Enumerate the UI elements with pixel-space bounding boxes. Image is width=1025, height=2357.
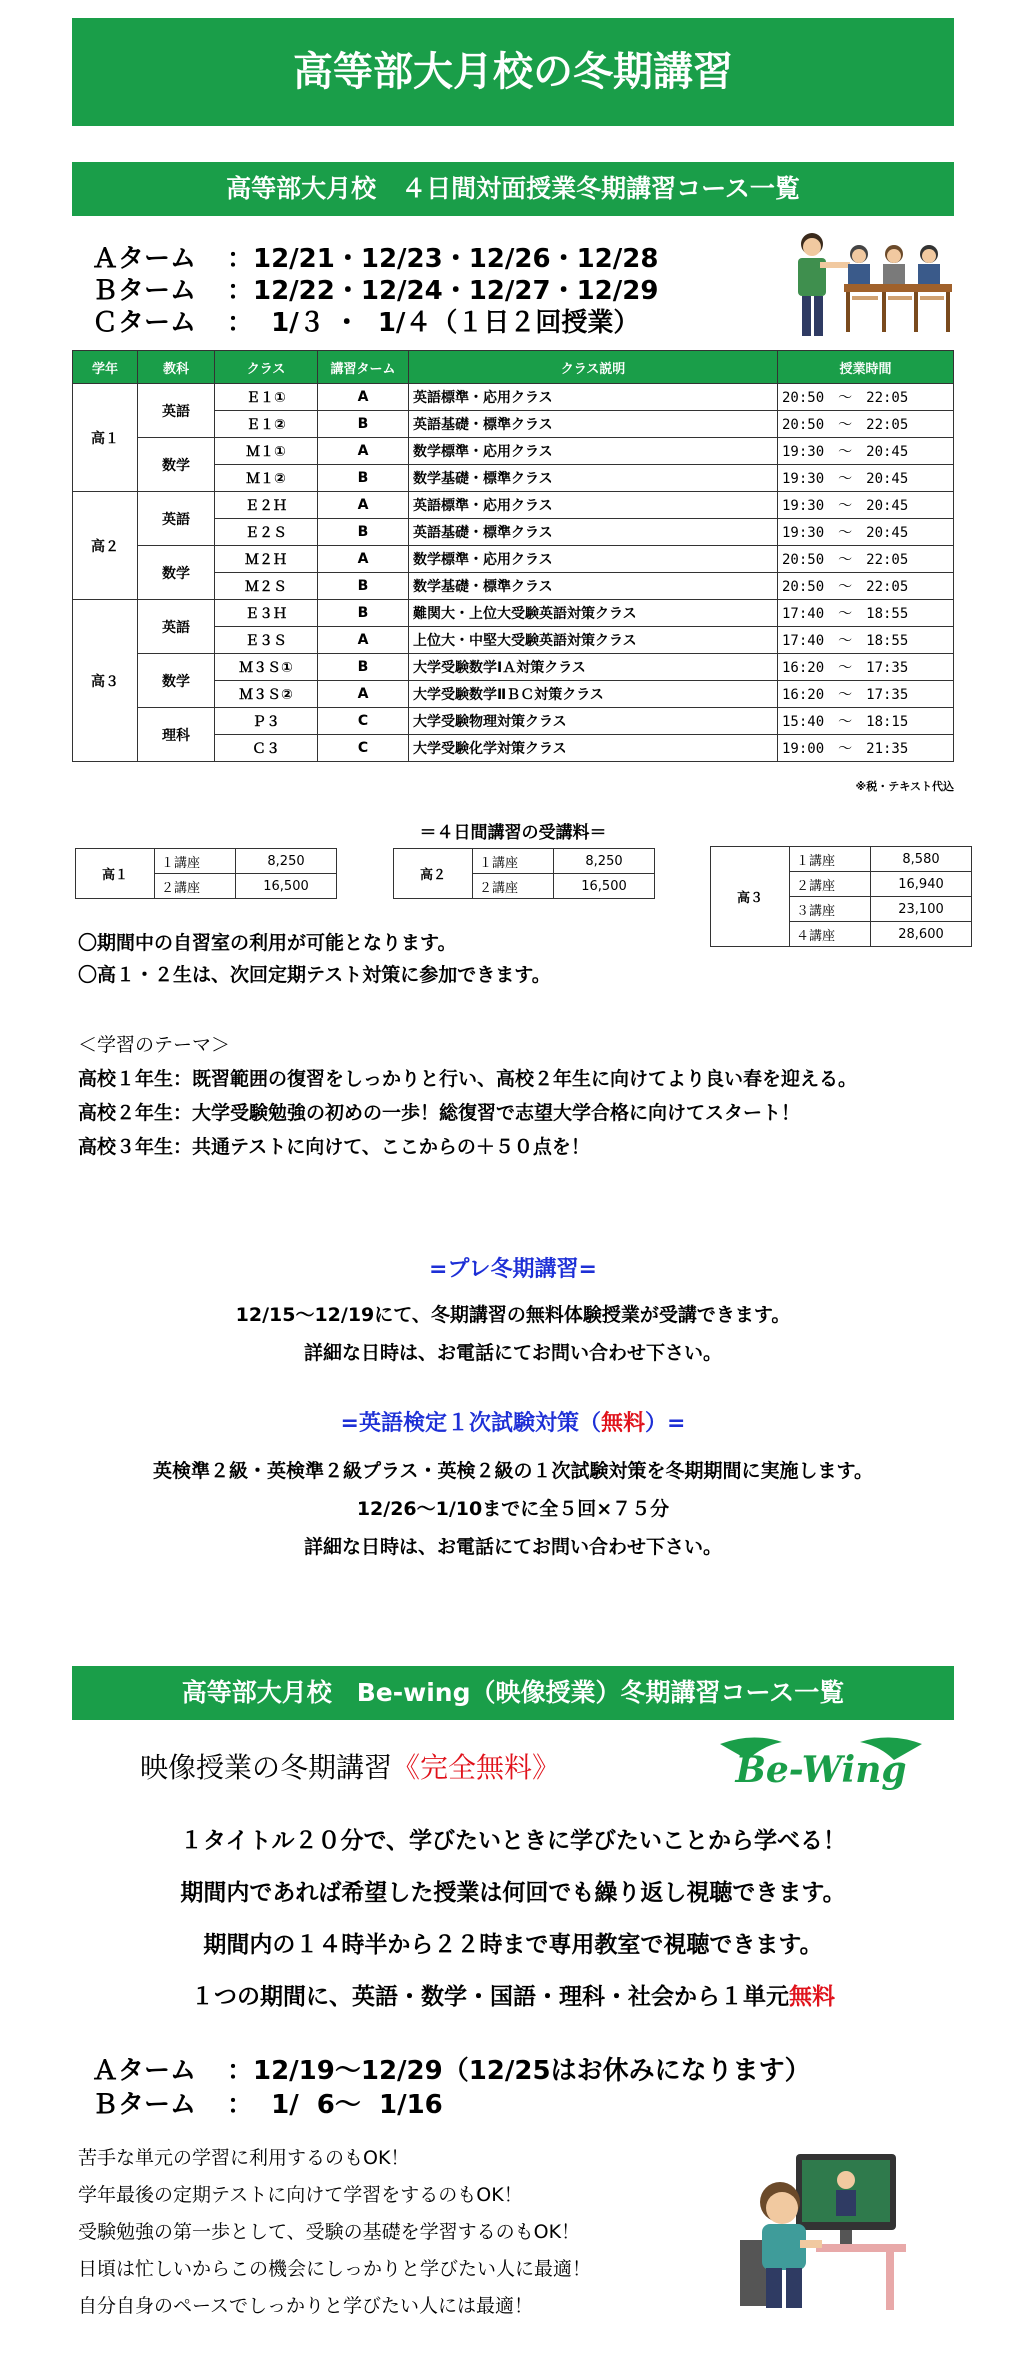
pre-line-1: 12/15～12/19にて、冬期講習の無料体験授業が受講できます。: [235, 1304, 791, 1326]
section2-subtitle: [140, 1746, 560, 1786]
time-cell: 20:50 ～ 22:05: [778, 384, 954, 411]
class-cell: Ｅ２Ｓ: [215, 519, 318, 546]
term-cell: B: [318, 654, 409, 681]
class-cell: Ｍ１②: [215, 465, 318, 492]
feature-4: [72, 1978, 954, 2011]
time-cell: 15:40 ～ 18:15: [778, 708, 954, 735]
theme-title: ＜学習のテーマ＞: [78, 1034, 231, 1056]
eiken-line-3: 詳細な日時は、お電話にてお問い合わせ下さい。: [303, 1536, 722, 1558]
term-cell: A: [318, 681, 409, 708]
section2-free-badge: 《完全無料》: [392, 1751, 561, 1784]
time-cell: 19:30 ～ 20:45: [778, 465, 954, 492]
bewing-term-b-name: Ｂターム: [92, 2090, 197, 2120]
student-body-icon: [762, 2224, 806, 2270]
class-cell: Ｅ２Ｈ: [215, 492, 318, 519]
fee-grade: 高３: [711, 847, 790, 947]
header-time: 授業時間: [778, 351, 954, 384]
fee-table-g2: [393, 848, 655, 899]
table-header-row: [73, 351, 954, 384]
term-cell: A: [318, 438, 409, 465]
description-cell: 数学標準・応用クラス: [409, 438, 778, 465]
description-cell: 数学標準・応用クラス: [409, 546, 778, 573]
fee-label: ２講座: [155, 874, 236, 899]
fee-value: 8,250: [236, 849, 337, 874]
fee-value: 23,100: [871, 897, 972, 922]
fee-grade: 高２: [394, 849, 473, 899]
note-1: 苦手な単元の学習に利用するのもOK！: [78, 2147, 410, 2169]
term-cell: C: [318, 735, 409, 762]
video-teacher-icon: [837, 2171, 855, 2189]
fee-value: 16,500: [236, 874, 337, 899]
eiken-free-badge: 無料: [600, 1411, 645, 1436]
feature-3: 期間内の１４時半から２２時まで専用教室で視聴できます。: [203, 1932, 823, 1958]
term-cell: A: [318, 546, 409, 573]
description-cell: 大学受験物理対策クラス: [409, 708, 778, 735]
notice-1: 〇期間中の自習室の利用が可能となります。: [78, 932, 457, 954]
be-wing-logo: [712, 1730, 930, 1802]
term-cell: B: [318, 600, 409, 627]
fee-label: １講座: [155, 849, 236, 874]
theme-grade3: 高校３年生：共通テストに向けて、ここからの＋５０点を！: [78, 1136, 590, 1158]
table-row: [73, 384, 954, 411]
description-cell: 大学受験数学ⅡＢＣ対策クラス: [409, 681, 778, 708]
header-term: 講習ターム: [318, 351, 409, 384]
subject-cell: 英語: [138, 384, 215, 438]
video-study-illustration: [736, 2144, 906, 2314]
term-a-dates: ：12/21・12/23・12/26・12/28: [227, 244, 659, 274]
table-row: [73, 654, 954, 681]
grade-cell: 高３: [73, 600, 138, 762]
time-cell: 17:40 ～ 18:55: [778, 627, 954, 654]
fee-label: １講座: [473, 849, 554, 874]
description-cell: 英語基礎・標準クラス: [409, 411, 778, 438]
feature-1: １タイトル２０分で、学びたいときに学びたいことから学べる！: [179, 1828, 847, 1854]
notice-2: 〇高１・２生は、次回定期テスト対策に参加できます。: [78, 964, 551, 986]
bewing-term-a-dates: ：12/19～12/29（12/25はお休みになります）: [227, 2056, 811, 2086]
table-row: [73, 600, 954, 627]
subject-cell: 理科: [138, 708, 215, 762]
fee-grade: 高１: [76, 849, 155, 899]
term-b-name: Ｂターム: [92, 276, 197, 306]
feature-4-text: １つの期間に、英語・数学・国語・理科・社会から１単元: [191, 1984, 789, 2010]
term-c: [92, 302, 639, 339]
class-cell: Ｍ２Ｓ: [215, 573, 318, 600]
time-cell: 17:40 ～ 18:55: [778, 600, 954, 627]
fee-label: ２講座: [790, 872, 871, 897]
table-row: [73, 708, 954, 735]
description-cell: 数学基礎・標準クラス: [409, 573, 778, 600]
fee-label: ２講座: [473, 874, 554, 899]
description-cell: 難関大・上位大受験英語対策クラス: [409, 600, 778, 627]
subject-cell: 英語: [138, 600, 215, 654]
classroom-illustration: [784, 226, 954, 342]
header-grade: 学年: [73, 351, 138, 384]
desk-icon: [844, 284, 952, 292]
time-cell: 20:50 ～ 22:05: [778, 573, 954, 600]
fee-label: ３講座: [790, 897, 871, 922]
time-cell: 19:30 ～ 20:45: [778, 519, 954, 546]
table-row: [73, 438, 954, 465]
time-cell: 19:00 ～ 21:35: [778, 735, 954, 762]
eiken-title-a: =英語検定１次試験対策（: [340, 1411, 601, 1436]
fee-value: 16,500: [554, 874, 655, 899]
term-cell: A: [318, 384, 409, 411]
time-cell: 16:20 ～ 17:35: [778, 681, 954, 708]
class-cell: Ｍ３Ｓ②: [215, 681, 318, 708]
fee-label: １講座: [790, 847, 871, 872]
term-cell: B: [318, 573, 409, 600]
table-row: [73, 492, 954, 519]
pre-title: =プレ冬期講習=: [429, 1257, 597, 1282]
class-cell: Ｍ３Ｓ①: [215, 654, 318, 681]
main-title: 高等部大月校の冬期講習: [72, 18, 954, 126]
pre-line-2: 詳細な日時は、お電話にてお問い合わせ下さい。: [303, 1342, 722, 1364]
course-table: [72, 350, 954, 762]
class-cell: Ｍ２Ｈ: [215, 546, 318, 573]
description-cell: 数学基礎・標準クラス: [409, 465, 778, 492]
class-cell: Ｅ３Ｈ: [215, 600, 318, 627]
term-a-name: Ａターム: [92, 244, 197, 274]
time-cell: 19:30 ～ 20:45: [778, 438, 954, 465]
description-cell: 上位大・中堅大受験英語対策クラス: [409, 627, 778, 654]
fees-title: ＝４日間講習の受講料＝: [419, 823, 607, 843]
bewing-term-a: [92, 2050, 811, 2087]
section2-title: 高等部大月校 Be-wing（映像授業）冬期講習コース一覧: [72, 1666, 954, 1720]
header-description: クラス説明: [409, 351, 778, 384]
description-cell: 大学受験化学対策クラス: [409, 735, 778, 762]
description-cell: 英語標準・応用クラス: [409, 384, 778, 411]
theme-grade2: 高校２年生：大学受験勉強の初めの一歩！総復習で志望大学合格に向けてスタート！: [78, 1102, 801, 1124]
feature-2: 期間内であれば希望した授業は何回でも繰り返し視聴できます。: [180, 1880, 846, 1906]
term-cell: C: [318, 708, 409, 735]
theme-grade1: 高校１年生：既習範囲の復習をしっかりと行い、高校２年生に向けてより良い春を迎える。: [78, 1068, 858, 1090]
note-5: 自分自身のペースでしっかりと学びたい人には最適！: [78, 2295, 534, 2317]
subject-cell: 数学: [138, 438, 215, 492]
section2-subtitle-a: 映像授業の冬期講習: [140, 1751, 393, 1784]
bewing-term-b: [92, 2084, 443, 2121]
term-cell: A: [318, 627, 409, 654]
term-cell: B: [318, 411, 409, 438]
table-row: [73, 546, 954, 573]
header-class: クラス: [215, 351, 318, 384]
term-c-dates: ： 1/３ ・ 1/４（１日２回授業）: [227, 308, 640, 338]
time-cell: 19:30 ～ 20:45: [778, 492, 954, 519]
class-cell: Ｃ３: [215, 735, 318, 762]
note-2: 学年最後の定期テストに向けて学習をするのもOK！: [78, 2184, 523, 2206]
class-cell: Ｅ３Ｓ: [215, 627, 318, 654]
grade-cell: 高１: [73, 384, 138, 492]
subject-cell: 数学: [138, 654, 215, 708]
be-wing-logo-text: Be-Wing: [735, 1749, 907, 1791]
eiken-line-1: 英検準２級・英検準２級プラス・英検２級の１次試験対策を冬期期間に実施します。: [153, 1460, 873, 1482]
class-cell: Ｐ３: [215, 708, 318, 735]
fee-table-g1: [75, 848, 337, 899]
fee-value: 8,580: [871, 847, 972, 872]
time-cell: 20:50 ～ 22:05: [778, 546, 954, 573]
grade-cell: 高２: [73, 492, 138, 600]
section1-title: 高等部大月校 ４日間対面授業冬期講習コース一覧: [72, 162, 954, 216]
fee-value: 28,600: [871, 922, 972, 947]
feature-4-free: 無料: [789, 1984, 835, 2010]
description-cell: 大学受験数学ⅠＡ対策クラス: [409, 654, 778, 681]
term-b-dates: ：12/22・12/24・12/27・12/29: [227, 276, 659, 306]
fee-label: ４講座: [790, 922, 871, 947]
fee-value: 8,250: [554, 849, 655, 874]
time-cell: 16:20 ～ 17:35: [778, 654, 954, 681]
desk-icon: [816, 2244, 906, 2252]
time-cell: 20:50 ～ 22:05: [778, 411, 954, 438]
bewing-term-b-dates: ： 1/ 6～ 1/16: [227, 2090, 443, 2120]
bewing-term-a-name: Ａターム: [92, 2056, 197, 2086]
eiken-title: [72, 1406, 954, 1437]
tax-note: ※税・テキスト代込: [855, 780, 954, 793]
term-cell: B: [318, 465, 409, 492]
class-cell: Ｅ１①: [215, 384, 318, 411]
term-cell: A: [318, 492, 409, 519]
description-cell: 英語基礎・標準クラス: [409, 519, 778, 546]
subject-cell: 数学: [138, 546, 215, 600]
note-3: 受験勉強の第一歩として、受験の基礎を学習するのもOK！: [78, 2221, 581, 2243]
fee-value: 16,940: [871, 872, 972, 897]
note-4: 日頃は忙しいからこの機会にしっかりと学びたい人に最適！: [78, 2258, 592, 2280]
subject-cell: 英語: [138, 492, 215, 546]
eiken-line-2: 12/26～1/10までに全５回×７５分: [356, 1498, 670, 1520]
description-cell: 英語標準・応用クラス: [409, 492, 778, 519]
eiken-title-b: ）=: [645, 1411, 686, 1436]
term-cell: B: [318, 519, 409, 546]
fee-table-g3: [710, 846, 972, 947]
term-c-name: Ｃターム: [92, 308, 197, 338]
header-subject: 教科: [138, 351, 215, 384]
class-cell: Ｍ１①: [215, 438, 318, 465]
class-cell: Ｅ１②: [215, 411, 318, 438]
